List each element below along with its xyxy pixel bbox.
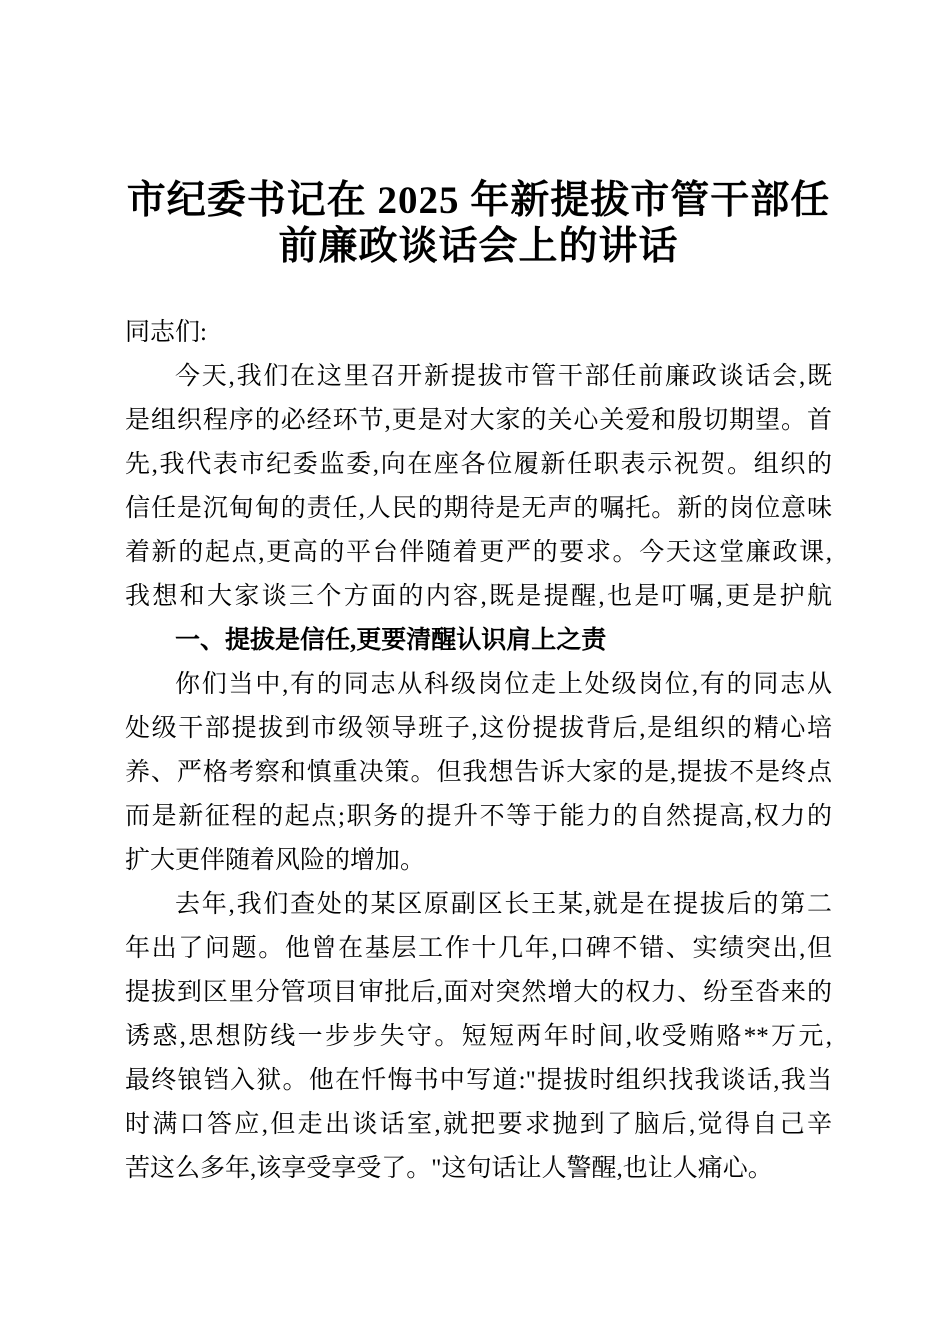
text-line: 苦这么多年,该享受享受了。"这句话让人警醒,也让人痛心。 xyxy=(125,1155,773,1182)
text-line: 处级干部提拔到市级领导班子,这份提拔背后,是组织的精心培 xyxy=(125,715,832,742)
text-line: 年出了问题。他曾在基层工作十几年,口碑不错、实绩突出,但 xyxy=(125,935,832,962)
text-line: 我想和大家谈三个方面的内容,既是提醒,也是叮嘱,更是护航 xyxy=(125,583,832,610)
text-line: 是组织程序的必经环节,更是对大家的关心关爱和殷切期望。首 xyxy=(125,407,832,434)
title-line-1: 市纪委书记在 2025 年新提拔市管干部任 xyxy=(126,179,831,222)
text-line: 而是新征程的起点;职务的提升不等于能力的自然提高,权力的 xyxy=(125,803,832,830)
text-line: 同志们: xyxy=(125,319,207,346)
text-line: 诱惑,思想防线一步步失守。短短两年时间,收受贿赂**万元, xyxy=(125,1023,832,1050)
title-line-2: 前廉政谈话会上的讲话 xyxy=(278,225,679,268)
text-line: 信任是沉甸甸的责任,人民的期待是无声的嘱托。新的岗位意味 xyxy=(125,495,832,522)
text-line: 去年,我们查处的某区原副区长王某,就是在提拔后的第二 xyxy=(175,891,832,918)
text-line: 今天,我们在这里召开新提拔市管干部任前廉政谈话会,既 xyxy=(175,363,832,390)
text-line: 先,我代表市纪委监委,向在座各位履新任职表示祝贺。组织的 xyxy=(125,451,832,478)
text-line: 着新的起点,更高的平台伴随着更严的要求。今天这堂廉政课, xyxy=(125,539,832,566)
document-body xyxy=(125,311,832,1191)
text-line: 养、严格考察和慎重决策。但我想告诉大家的是,提拔不是终点 xyxy=(125,759,832,786)
text-line: 时满口答应,但走出谈话室,就把要求抛到了脑后,觉得自己辛 xyxy=(125,1111,832,1138)
section-heading: 一、提拔是信任,更要清醒认识肩上之责 xyxy=(175,627,607,654)
text-line: 扩大更伴随着风险的增加。 xyxy=(125,847,426,874)
text-line: 最终锒铛入狱。他在忏悔书中写道:"提拔时组织找我谈话,我当 xyxy=(125,1067,832,1094)
text-line: 提拔到区里分管项目审批后,面对突然增大的权力、纷至沓来的 xyxy=(125,979,832,1006)
text-line: 你们当中,有的同志从科级岗位走上处级岗位,有的同志从 xyxy=(175,671,832,698)
document-title xyxy=(125,178,832,270)
